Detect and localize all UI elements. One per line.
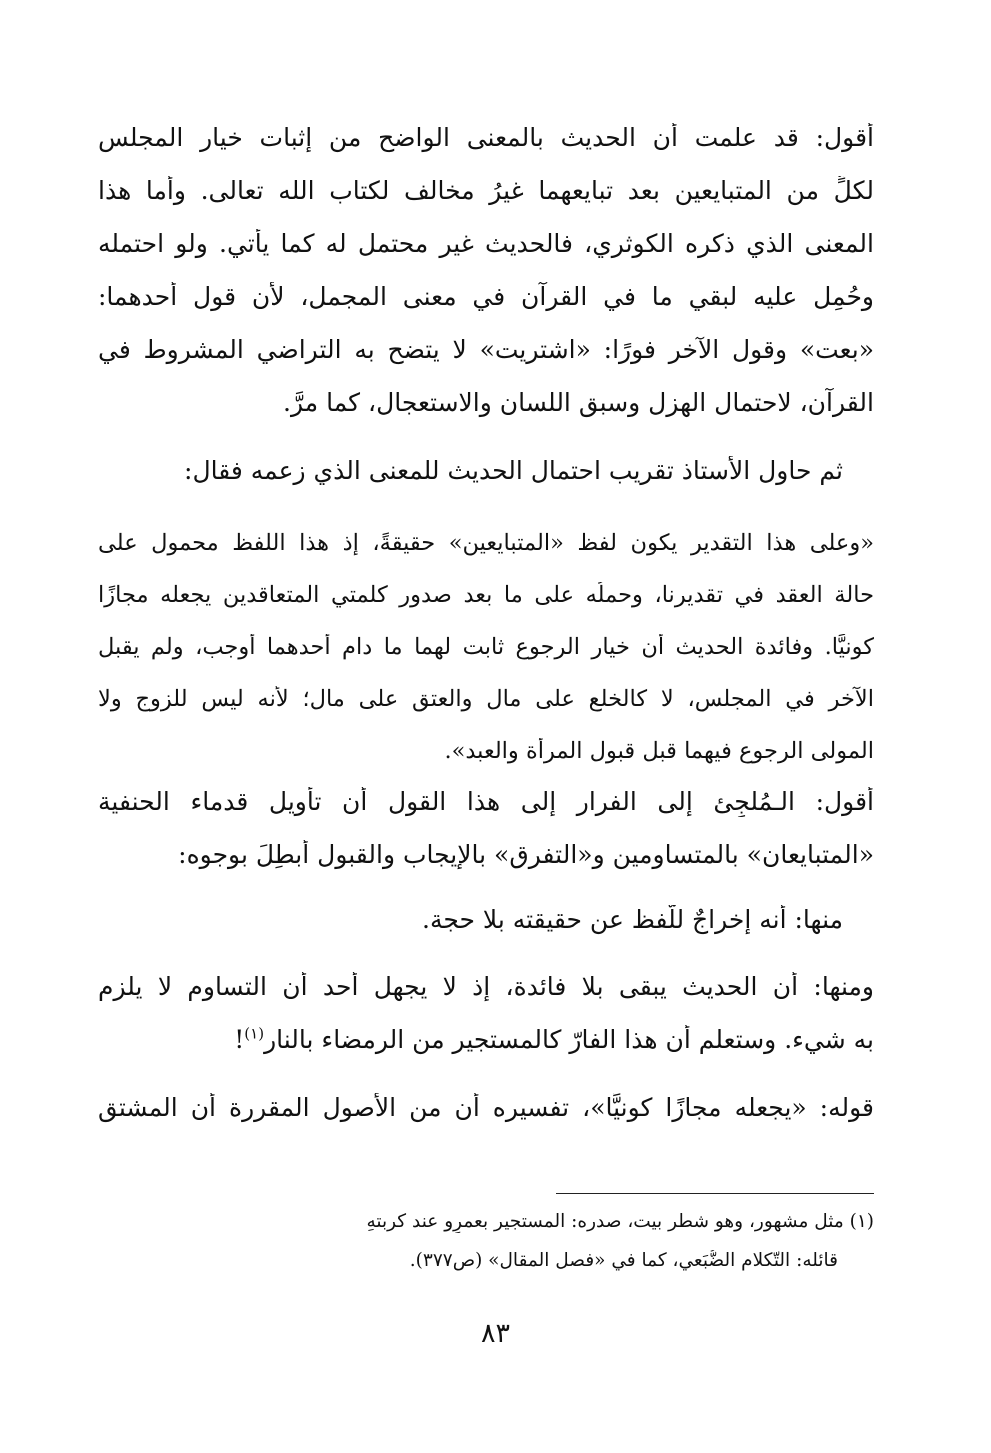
body-text-line <box>98 1025 874 1055</box>
footnote-line: قائله: التّكلام الضُّبَعي، كما في «فصل المقال» (ص٣٧٧). <box>409 1250 838 1271</box>
body-text-segment: به شيء. وستعلم أن هذا الفارّ كالمستجير من الرمضاء بالنار <box>264 1025 874 1054</box>
body-text-line: ومنها: أن الحديث يبقى بلا فائدة، إذ لا يجهل أحد أن التساوم لا يلزم <box>98 972 874 1001</box>
exclamation-mark: ! <box>234 1025 245 1054</box>
quote-text-line: «وعلى هذا التقدير يكون لفظ «المتبايعين» حقيقةً، إذ هذا اللفظ محمول على <box>98 530 874 556</box>
quote-text-line: المولى الرجوع فيهما قبل قبول المرأة والعبد». <box>444 738 874 764</box>
body-text-line: «المتبايعان» بالمتساومين و«التفرق» بالإيجاب والقبول أُبطِلَ بوجوه: <box>178 840 874 869</box>
body-text-line: القرآن، لاحتمال الهزل وسبق اللسان والاستعجال، كما مرَّ. <box>283 388 874 417</box>
body-text-line: لكلٍّ من المتبايعين بعد تبايعهما غيرُ مخالف لكتاب الله تعالى. وأما هذا <box>98 176 874 205</box>
body-text-line: أقول: الـمُلجِئ إلى الفرار إلى هذا القول أن تأويل قدماء الحنفية <box>98 787 874 816</box>
page-number: ٨٣ <box>480 1318 510 1349</box>
body-text-line: أقول: قد علمت أن الحديث بالمعنى الواضح من إثبات خيار المجلس <box>98 123 874 152</box>
body-text-line: ثم حاول الأستاذ تقريب احتمال الحديث للمعنى الذي زعمه فقال: <box>184 456 843 485</box>
footnote-reference[interactable]: (١) <box>244 1025 265 1043</box>
quote-text-line: الآخر في المجلس، لا كالخلع على مال والعتق على مال؛ لأنه ليس للزوج ولا <box>98 686 874 712</box>
body-text-line: «بعت» وقول الآخر فورًا: «اشتريت» لا يتضح به التراضي المشروط في <box>98 335 874 364</box>
footnote-separator <box>556 1193 874 1194</box>
quote-text-line: حالة العقد في تقديرنا، وحملُه على ما بعد صدور كلمتي المتعاقدين يجعله مجازًا <box>98 582 874 608</box>
quote-text-line: كونيًّا. وفائدة الحديث أن خيار الرجوع ثابت لهما ما دام أحدهما أوجب، ولم يقبل <box>98 634 874 660</box>
body-text-line: المعنى الذي ذكره الكوثري، فالحديث غير محتمل له كما يأتي. ولو احتمله <box>98 229 874 258</box>
body-text-line: منها: أنه إخراجٌ للَّفظ عن حقيقته بلا حجة. <box>422 905 843 934</box>
body-text-line: قوله: «يجعله مجازًا كونيًّا»، تفسيره أن من الأصول المقررة أن المشتق <box>98 1093 874 1122</box>
footnote-line: (١) مثل مشهور، وهو شطر بيت، صدره: المستجير بعمرٍو عند كربتهِ <box>366 1211 874 1232</box>
body-text-line: وحُمِل عليه لبقي ما في القرآن في معنى المجمل، لأن قول أحدهما: <box>98 282 874 311</box>
